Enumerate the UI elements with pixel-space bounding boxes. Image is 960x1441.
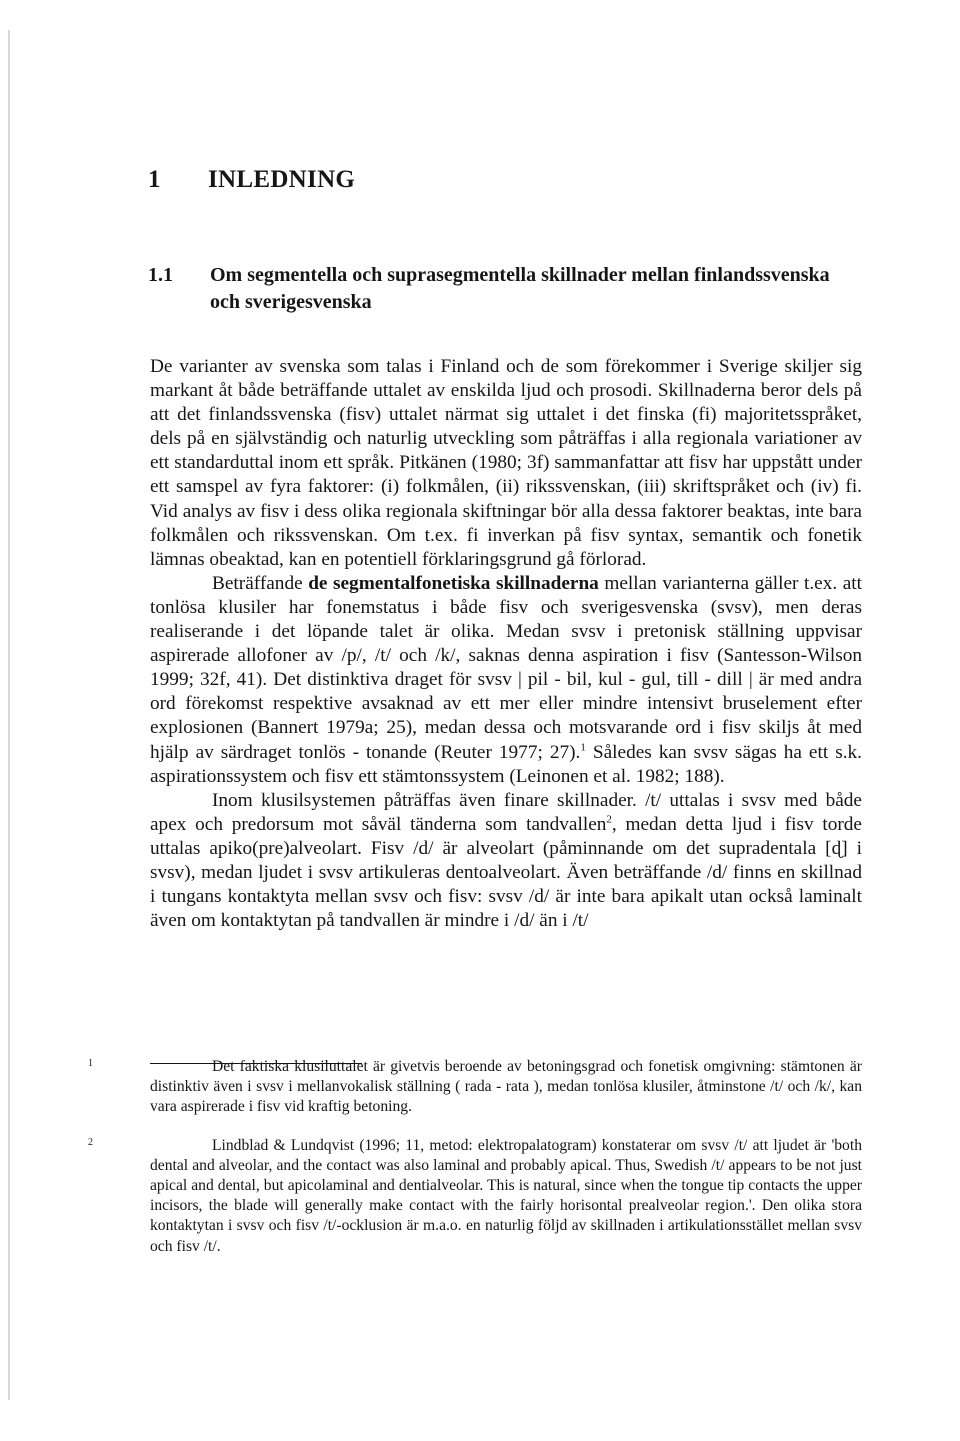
footnote-2-text: Lindblad & Lundqvist (1996; 11, metod: elektropalatogram) konstaterar om svsv /t/ att ljudet är 'both dental and alveolar, and the contact was also laminal and probably apical. Thus, Swedish /t/ appears to be not just apical and dental, but apicolaminal and dentialveolar. This is natural, since when the tongue tip contacts the upper incisors, the blade will generally make contact with the fairly horisontal prealveolar region.'. Den olika stora kontaktytan i svsv och fisv /t/-ocklusion är m.a.o. en naturlig följd av skillnaden i artikulationsstället mellan svsv och fisv /t/. bbox=[150, 1136, 862, 1255]
footnote-1 bbox=[88, 1057, 862, 1118]
footnote-1-text: Det faktiska klusiluttalet är givetvis beroende av betoningsgrad och fonetisk omgivning: stämtonen är distinktiv även i svsv i mellanvokalisk ställning ( rada - rata ), medan tonlösa klusiler, åtminstone /t/ och /k/, kan vara aspirerade i fisv vid kraftig betoning. bbox=[150, 1058, 862, 1116]
paragraph-3 bbox=[150, 789, 862, 934]
paragraph-2-bold: de segmentalfonetiska skillnaderna bbox=[308, 572, 599, 594]
paragraph-2-lead: Beträffande bbox=[212, 572, 303, 594]
paragraph-3-b: , medan detta ljud i fisv torde uttalas apiko(pre)alveolart. Fisv /d/ är alveolart (påminnande om det supradentala [ɖ] i svsv), medan ljudet i svsv artikuleras dentoalveolart. Även beträffande /d/ finns en skillnad i tungans kontaktyta mellan svsv och fisv: svsv /d/ är inte bara apikalt utan också laminalt även om kontaktytan på tandvallen är mindre i /d/ än i /t/ bbox=[150, 813, 862, 932]
footnote-2-mark: 2 bbox=[88, 1136, 93, 1148]
body-text bbox=[150, 355, 862, 933]
footnotes bbox=[88, 1057, 862, 1257]
footnote-1-mark: 1 bbox=[88, 1058, 93, 1069]
paragraph-2 bbox=[150, 572, 862, 789]
section-number: 1.1 bbox=[148, 264, 173, 286]
paragraph-2-end: Således kan svsv sägas ha ett s.k. aspirationssystem och fisv ett stämtonssystem (Leinonen et al. 1982; 188). bbox=[150, 741, 862, 787]
chapter-number: 1 bbox=[148, 166, 161, 193]
scan-edge bbox=[8, 30, 10, 1400]
paragraph-3-a: Inom klusilsystemen påträffas även finare skillnader. /t/ uttalas i svsv med både apex och predorsum mot såväl tänderna som tandvallen bbox=[150, 789, 862, 835]
chapter-heading bbox=[148, 166, 355, 194]
footnote-2 bbox=[88, 1136, 862, 1257]
section-heading bbox=[148, 262, 830, 316]
chapter-title: INLEDNING bbox=[208, 166, 356, 193]
footnote-ref-2[interactable]: 2 bbox=[606, 813, 612, 826]
paragraph-1: De varianter av svenska som talas i Finland och de som förekommer i Sverige skiljer sig markant åt både beträffande uttalet av enskilda ljud och prosodi. Skillnaderna beror dels på att det finlandssvenska (fisv) uttalet närmat sig uttalet i det finska (fi) majoritetsspråket, dels på en självständig och naturlig utveckling som påträffas i alla regionala variationer av ett standarduttal inom ett språk. Pitkänen (1980; 3f) sammanfattar att fisv har uppstått under ett samspel av fyra faktorer: (i) folkmålen, (ii) rikssvenskan, (iii) skriftspråket och (iv) fi. Vid analys av fisv i dess olika regionala skiftningar bör alla dessa faktorer beaktas, inte bara folkmålen och rikssvenskan. Om t.ex. fi inverkan på fisv syntax, semantik och fonetik lämnas obeaktad, kan en potentiell förklaringsgrund gå förlorad. bbox=[150, 356, 862, 570]
section-title: Om segmentella och suprasegmentella skillnader mellan finlandssvenska och sverigesvenska bbox=[210, 264, 830, 313]
footnote-ref-1[interactable]: 1 bbox=[580, 741, 586, 754]
paragraph-2-rest: mellan varianterna gäller t.ex. att tonlösa klusiler har fonemstatus i både fisv och sverigesvenska (svsv), men deras realiserande i det löpande talet är olika. Medan svsv i pretonisk ställning uppvisar aspirerade allofoner av /p/, /t/ och /k/, saknas denna aspiration i fisv (Santesson-Wilson 1999; 32f, 41). Det distinktiva draget för svsv | pil - bil, kul - gul, till - dill | är med andra ord förekomst respektive avsaknad av ett mer eller mindre intensivt bruselement efter explosionen (Bannert 1979a; 25), medan dessa och motsvarande ord i fisv skiljs åt med hjälp av särdraget tonlös - tonande (Reuter 1977; 27). bbox=[150, 572, 862, 763]
